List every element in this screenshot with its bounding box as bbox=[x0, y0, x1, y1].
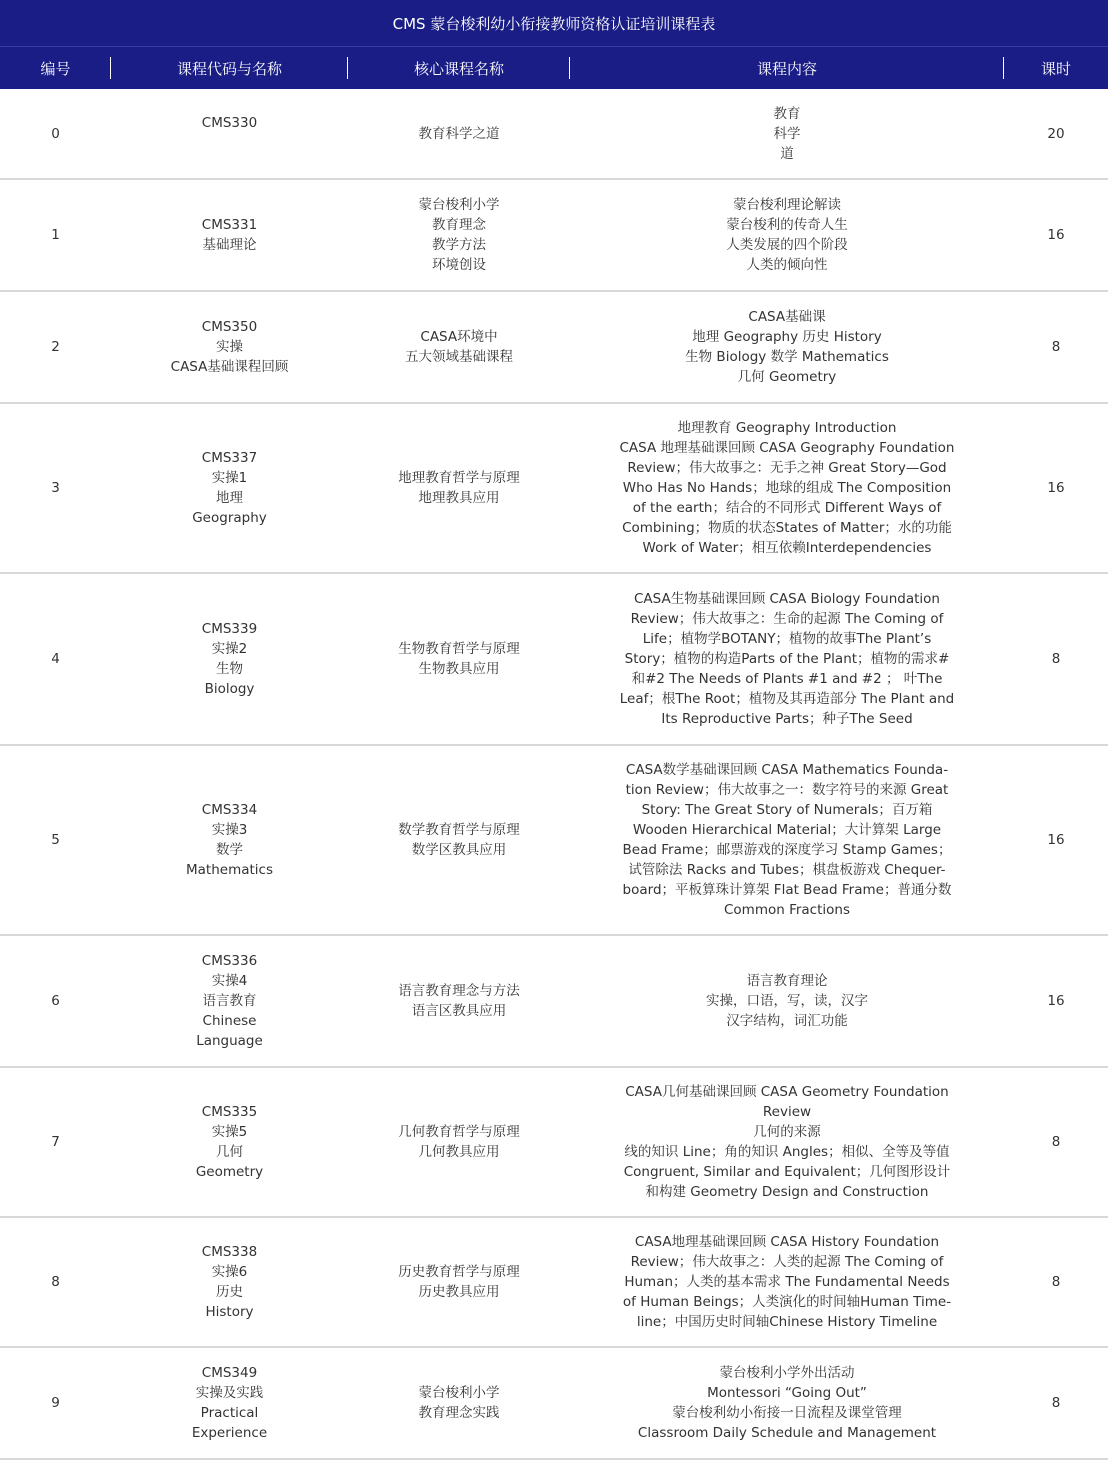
row-core: 语言教育理念与方法 语言区教具应用 bbox=[398, 983, 520, 1019]
row-hours: 8 bbox=[1051, 1134, 1061, 1150]
table-row bbox=[0, 1218, 1108, 1348]
row-core: 教育科学之道 bbox=[418, 125, 500, 142]
table-row bbox=[0, 1348, 1108, 1460]
row-core: 地理教育哲学与原理 地理教具应用 bbox=[398, 470, 520, 506]
row-code: CMS335 实操5 几何 Geometry bbox=[195, 1104, 264, 1180]
table-row bbox=[0, 574, 1108, 746]
row-hours: 16 bbox=[1047, 480, 1065, 496]
row-core: 几何教育哲学与原理 几何教具应用 bbox=[398, 1124, 520, 1160]
row-number: 3 bbox=[51, 480, 60, 496]
row-core: 数学教育哲学与原理 数学区教具应用 bbox=[398, 822, 520, 858]
row-content: 教育 科学 道 bbox=[773, 105, 801, 162]
table-row bbox=[0, 404, 1108, 574]
row-content: 蒙台梭利小学外出活动 Montessori “Going Out” 蒙台梭利幼小衔接一日流程及课堂管理 Classroom Daily Schedule and Management bbox=[637, 1365, 937, 1441]
row-content: 语言教育理论 实操，口语，写，读，汉字 汉字结构，词汇功能 bbox=[706, 973, 868, 1029]
table-title: CMS 蒙台梭利幼小衔接教师资格认证培训课程表 bbox=[0, 0, 1108, 46]
row-number: 6 bbox=[51, 993, 60, 1009]
row-number: 1 bbox=[51, 227, 60, 243]
table-row bbox=[0, 292, 1108, 404]
row-code: CMS339 实操2 生物 Biology bbox=[201, 621, 258, 697]
row-core: 生物教育哲学与原理 生物教具应用 bbox=[398, 641, 520, 677]
row-number: 0 bbox=[51, 125, 60, 142]
header-core-course: 核心课程名称 bbox=[348, 47, 570, 89]
row-hours: 16 bbox=[1047, 993, 1065, 1009]
row-hours: 8 bbox=[1051, 1274, 1061, 1290]
row-number: 2 bbox=[51, 339, 60, 355]
row-number: 8 bbox=[51, 1274, 60, 1290]
table-row bbox=[0, 180, 1108, 292]
table-row bbox=[0, 89, 1108, 180]
row-code: CMS334 实操3 数学 Mathematics bbox=[186, 802, 273, 878]
header-hours: 课时 bbox=[1040, 59, 1071, 78]
row-content: CASA几何基础课回顾 CASA Geometry Foundation Review 几何的来源 线的知识 Line；角的知识 Angles；相似、全等及等值 Congruent, Similar and Equivalent；几何图形设计 和构建 Geometry Design and Construction bbox=[623, 1084, 951, 1200]
table-row bbox=[0, 1068, 1108, 1218]
header-course-code: 课程代码与名称 bbox=[111, 47, 348, 89]
row-hours: 8 bbox=[1051, 1395, 1061, 1411]
row-hours: 8 bbox=[1051, 651, 1061, 667]
row-code: CMS336 实操4 语言教育 Chinese Language bbox=[196, 953, 263, 1049]
row-code: CMS338 实操6 历史 History bbox=[201, 1244, 258, 1320]
table-header bbox=[0, 46, 1108, 89]
header-number: 编号 bbox=[0, 47, 111, 89]
row-content: CASA地理基础课回顾 CASA History Foundation Review；伟大故事之：人类的起源 The Coming of Human；人类的基本需求 The Fundamental Needs of Human Beings；人类演化的时间轴Human Time- line；中国历史时间轴Chinese History Timeline bbox=[622, 1234, 952, 1330]
row-core: 蒙台梭利小学 教育理念实践 bbox=[418, 1385, 500, 1421]
row-core: 蒙台梭利小学 教育理念 教学方法 环境创设 bbox=[418, 197, 500, 273]
row-number: 4 bbox=[51, 651, 60, 667]
row-content: 蒙台梭利理论解读 蒙台梭利的传奇人生 人类发展的四个阶段 人类的倾向性 bbox=[726, 197, 848, 273]
row-content: 地理教育 Geography Introduction CASA 地理基础课回顾 CASA Geography Foundation Review；伟大故事之：无手之神 Great Story—God Who Has No Hands；地球的组成 The Composition of the earth；结合的不同形式 Different Ways of Combining；物质的状态States of Matter；水的功能 Work of Water；相互依赖Interdependencies bbox=[619, 420, 955, 556]
row-content: CASA数学基础课回顾 CASA Mathematics Founda- tion Review；伟大故事之一：数字符号的来源 Great Story: The Great Story of Numerals；百万箱 Wooden Hierarchical Material；大计算架 Large Bead Frame；邮票游戏的深度学习 Stamp Games； 试管除法 Racks and Tubes；棋盘板游戏 Chequer- board；平板算珠计算架 Flat Bead Frame；普通分数 Common Fractions bbox=[622, 762, 952, 918]
row-hours: 16 bbox=[1047, 227, 1065, 243]
row-core: 历史教育哲学与原理 历史教具应用 bbox=[398, 1264, 520, 1300]
row-number: 7 bbox=[51, 1134, 60, 1150]
row-hours: 20 bbox=[1047, 125, 1065, 142]
row-code: CMS337 实操1 地理 Geography bbox=[192, 450, 267, 526]
row-core: CASA环境中 五大领域基础课程 bbox=[405, 329, 513, 365]
header-course-content: 课程内容 bbox=[570, 47, 1004, 89]
row-code: CMS331 基础理论 bbox=[201, 217, 258, 253]
table-row bbox=[0, 746, 1108, 936]
row-content: CASA基础课 地理 Geography 历史 History 生物 Biology 数学 Mathematics 几何 Geometry bbox=[685, 309, 889, 385]
row-number: 5 bbox=[51, 832, 60, 848]
row-hours: 16 bbox=[1047, 832, 1065, 848]
row-code: CMS330 bbox=[201, 115, 258, 131]
row-code: CMS349 实操及实践 Practical Experience bbox=[191, 1365, 268, 1441]
table-row bbox=[0, 936, 1108, 1068]
row-content: CASA生物基础课回顾 CASA Biology Foundation Review；伟大故事之：生命的起源 The Coming of Life；植物学BOTANY；植物的故事The Plant’s Story；植物的构造Parts of the Plant；植物的需求# 和#2 The Needs of Plants #1 and #2 ； 叶The Leaf；根The Root；植物及其再造部分 The Plant and Its Reproductive Parts；种子The Seed bbox=[619, 591, 955, 727]
row-number: 9 bbox=[51, 1395, 60, 1411]
table-body bbox=[0, 89, 1108, 1460]
row-hours: 8 bbox=[1051, 339, 1061, 355]
row-code: CMS350 实操 CASA基础课程回顾 bbox=[170, 319, 289, 375]
